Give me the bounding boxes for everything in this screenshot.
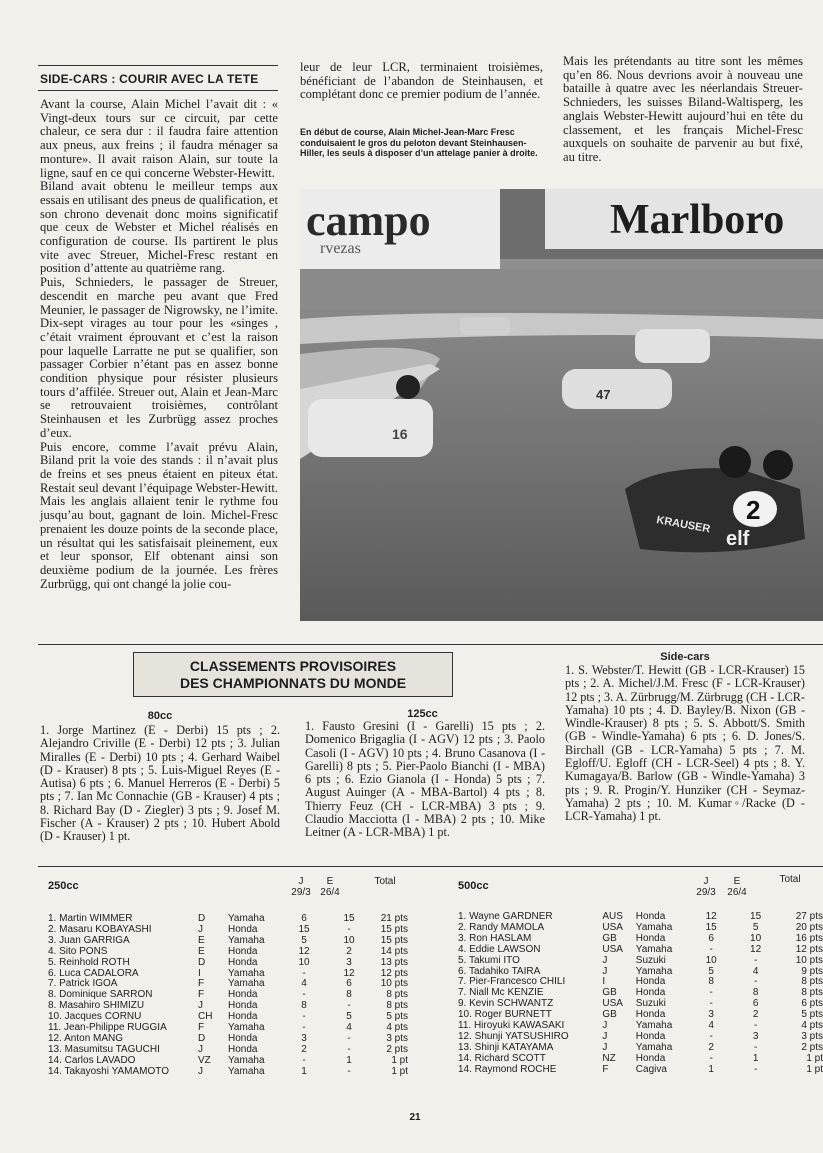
points-race-j: 5	[708, 965, 714, 977]
table-250cc	[48, 914, 408, 1078]
points-total: 15 pts	[380, 923, 408, 935]
rider-country: F	[602, 1063, 609, 1075]
rider-make: Yamaha	[635, 921, 673, 933]
points-race-j: -	[302, 989, 306, 1001]
rider-name: 10. Jacques CORNU	[48, 1011, 142, 1023]
table-divider	[38, 866, 823, 867]
rider-make: Yamaha	[228, 1022, 265, 1034]
rider-name: 5. Takumi ITO	[458, 954, 520, 966]
banner-marlboro-text: Marlboro	[610, 197, 785, 243]
rider-country: USA	[602, 943, 623, 955]
points-total: 1 pt	[806, 1063, 823, 1075]
rider-make: Yamaha	[228, 934, 265, 946]
table-row	[458, 1065, 823, 1076]
rider-country: F	[198, 978, 205, 990]
rider-name: 2. Randy MAMOLA	[458, 921, 545, 933]
points-race-j: -	[302, 1054, 306, 1066]
rider-make: Honda	[635, 1030, 666, 1042]
svg-text:47: 47	[596, 387, 611, 402]
points-race-e: 10	[750, 932, 762, 944]
points-race-e: -	[347, 1000, 351, 1012]
standings-title-line2: DES CHAMPIONNATS DU MONDE	[179, 675, 407, 691]
points-total: 13 pts	[380, 956, 408, 968]
class-80cc-results: 1. Jorge Martinez (E - Derbi) 15 pts ; 2. Alejandro Criville (E - Derbi) 12 pts ; 3. Julian Miralles (E - Derbi) 10 pts ; 4. Gerhard Waibel (D - Krauser) 8 pts ; 5. Luis-Miguel Reyes (E - Autisa) 6 pts ; 6. Manuel Herreros (E - Derbi) 5 pts ; 7. Ian Mc Connachie (GB - Krauser) 4 pts ; 8. Richard Bay (D - Ziegler) 3 pts ; 9. Josef M. Fischer (A - Krauser) 2 pts ; 10. Hubert Abold (D - Krauser) 1 pt.	[40, 723, 280, 844]
points-race-j: 3	[301, 1032, 307, 1044]
col-e-header-500	[725, 876, 749, 898]
rider-name: 14. Takayoshi YAMAMOTO	[48, 1065, 169, 1077]
rider-name: 12. Anton MANG	[48, 1032, 124, 1044]
points-total: 21 pts	[380, 913, 408, 924]
rider-make: Yamaha	[635, 943, 673, 955]
points-total: 14 pts	[380, 945, 408, 957]
rider-make: Yamaha	[635, 965, 673, 977]
col-e-date: 26/4	[727, 887, 747, 898]
points-race-e: 4	[346, 1022, 352, 1034]
rider-country: D	[198, 956, 206, 968]
points-race-j: 3	[708, 1009, 714, 1021]
race-photo	[300, 189, 823, 621]
points-race-e: -	[347, 923, 351, 935]
points-race-e: 8	[346, 989, 352, 1001]
rider-country: J	[198, 1000, 203, 1012]
col-j-date: 29/3	[696, 887, 716, 898]
points-race-e: 2	[752, 1009, 759, 1021]
rider-name: 3. Ron HASLAM	[458, 932, 532, 944]
rider-country: VZ	[198, 1054, 211, 1066]
rider-country: J	[602, 965, 608, 977]
points-race-j: 15	[298, 923, 310, 935]
points-race-e: -	[753, 954, 758, 966]
standings-title-line1: CLASSEMENTS PROVISOIRES	[189, 658, 397, 674]
col-e-header	[318, 876, 342, 898]
rider-name: 3. Juan GARRIGA	[48, 934, 130, 946]
rider-make: Honda	[228, 923, 258, 935]
points-total: 8 pts	[386, 1000, 408, 1012]
rider-country: J	[602, 1020, 608, 1032]
points-total: 1 pt	[391, 1054, 408, 1066]
rider-make: Suzuki	[635, 954, 666, 966]
points-total: 3 pts	[801, 1030, 823, 1042]
rider-name: 9. Kevin SCHWANTZ	[458, 998, 554, 1010]
rider-name: 7. Niall Mc KENZIE	[458, 987, 544, 999]
livery-krauser: KRAUSER	[655, 514, 712, 536]
points-race-e: 3	[752, 1030, 759, 1042]
col-e-label: E	[326, 876, 334, 887]
points-race-e: -	[753, 1041, 758, 1053]
rider-name: 13. Masumitsu TAGUCHI	[48, 1043, 160, 1055]
points-race-j: 4	[708, 1020, 714, 1032]
points-race-e: -	[753, 1020, 758, 1032]
points-race-e: 10	[343, 934, 355, 946]
points-race-j: -	[302, 1022, 306, 1034]
rider-name: 2. Masaru KOBAYASHI	[48, 923, 152, 935]
points-race-j: -	[302, 1011, 306, 1023]
points-race-j: 10	[298, 956, 310, 968]
points-total: 10 pts	[795, 954, 823, 966]
rider-name: 6. Tadahiko TAIRA	[458, 965, 541, 977]
points-total: 16 pts	[795, 932, 823, 944]
points-total: 8 pts	[386, 989, 408, 1001]
table-500cc	[458, 912, 823, 1076]
points-race-j: -	[709, 1030, 713, 1042]
rider-country: E	[198, 945, 205, 957]
class-500cc-title: 500cc	[458, 880, 489, 892]
rider-name: 6. Luca CADALORA	[48, 967, 139, 979]
rider-make: Honda	[635, 976, 666, 988]
rider-name: 14. Richard SCOTT	[458, 1052, 546, 1064]
rider-make: Honda	[635, 932, 666, 944]
points-race-j: 4	[301, 978, 307, 990]
points-race-j: 8	[708, 976, 714, 988]
rider-country: I	[602, 976, 606, 988]
paragraph: Biland avait obtenu le meilleur temps aux essais en utilisant des pneus de qualification, et son chrono devenait donc moins significatif que ceux de Webster et Michel réalisés en configuration de course. Ils partirent le plus vite avec Streuer, Michel-Fresc restant en position d’attente au quatrième rang.	[40, 179, 278, 276]
rider-make: Honda	[228, 1000, 258, 1012]
class-80cc-title: 80cc	[147, 710, 173, 722]
points-race-j: 1	[708, 1063, 714, 1075]
points-race-e: 12	[750, 943, 762, 955]
points-race-e: -	[347, 1065, 351, 1077]
points-race-e: 4	[752, 965, 759, 977]
rider-make: Honda	[635, 1052, 666, 1064]
points-total: 15 pts	[380, 934, 408, 946]
points-race-e: 6	[346, 978, 352, 990]
race-photo-image	[300, 189, 823, 621]
points-total: 8 pts	[801, 976, 823, 988]
rider-country: GB	[602, 1009, 617, 1021]
rider-name: 8. Masahiro SHIMIZU	[48, 1000, 145, 1012]
table-row	[458, 945, 823, 956]
points-total: 27 pts	[795, 911, 823, 922]
points-race-e: 3	[346, 956, 352, 968]
article-column-3: Mais les prétendants au titre sont les mêmes qu’en 86. Nous devrions avoir à nouveau une bataille à quatre avec les néerlandais Streuer-Schnieders, les suisses Biland-Waltisperg, les anglais Webster-Hewitt aujourd’hui en tête du classement, et les français Michel-Fresc auxquels on souhaite de parvenir au but fixé, au titre.	[563, 54, 803, 164]
points-total: 20 pts	[795, 921, 823, 933]
points-race-e: 15	[750, 911, 762, 922]
standings-title-box	[133, 652, 453, 697]
rider-name: 4. Sito PONS	[48, 945, 108, 957]
rider-make: Honda	[228, 945, 258, 957]
points-total: 12 pts	[380, 967, 408, 979]
heading-rule-bottom	[38, 90, 278, 91]
rider-make: Yamaha	[228, 913, 265, 924]
rider-make: Honda	[228, 956, 258, 968]
points-race-j: 15	[705, 921, 717, 933]
heading-rule-top	[38, 65, 278, 66]
paragraph: Puis encore, comme l’avait prévu Alain, Biland prit la voie des stands : il n’avait plus de freins et ses pneus étaient en piteux état. Restait seul devant l’équipage Webster-Hewitt. Mais les anglais allaient tenir le rythme fou jusqu’au bout, gagnant de loin. Michel-Fresc prenaient les douze points de la seconde place, un résultat qui les satisfaisait pleinement, eux et leur sponsor, Elf obtenant ainsi son deuxième podium de la journée. Les frères Zurbrügg, qui ont changé la jolie cou-	[40, 439, 278, 591]
rider-name: 7. Pier-Francesco CHILI	[458, 976, 566, 988]
rider-make: Honda	[635, 911, 666, 922]
article-heading: SIDE-CARS : COURIR AVEC LA TETE	[40, 72, 259, 86]
col-j-header-500	[695, 876, 717, 898]
rider-name: 1. Wayne GARDNER	[458, 911, 553, 922]
table-row	[48, 1067, 408, 1078]
rider-make: Honda	[228, 1011, 258, 1023]
points-total: 9 pts	[801, 965, 823, 977]
points-race-e: 8	[752, 987, 759, 999]
points-race-j: 5	[301, 934, 307, 946]
table-row	[458, 956, 823, 967]
points-race-e: -	[347, 1043, 351, 1055]
points-total: 10 pts	[380, 978, 408, 990]
points-race-e: 6	[752, 998, 759, 1010]
rider-make: Honda	[635, 1009, 666, 1021]
col-j-label: J	[298, 876, 304, 887]
rider-country: J	[198, 1065, 203, 1077]
rider-name: 14. Raymond ROCHE	[458, 1063, 557, 1075]
banner-campo-text: campo	[306, 196, 431, 245]
points-race-e: 5	[752, 921, 759, 933]
sidecar-number-2: 2	[746, 495, 761, 525]
col-j-date: 29/3	[291, 887, 311, 898]
photo-caption: En début de course, Alain Michel-Jean-Marc Fresc conduisaient le gros du peloton devant Steinhausen-Hiller, les seuls à disposer d’un attelage panier à droite.	[300, 127, 538, 158]
points-total: 3 pts	[386, 1032, 408, 1044]
col-e-date: 26/4	[320, 887, 340, 898]
points-race-j: 2	[708, 1041, 714, 1053]
livery-elf: elf	[726, 528, 750, 550]
points-race-e: -	[753, 976, 758, 988]
points-race-j: -	[709, 998, 713, 1010]
points-race-e: 1	[752, 1052, 759, 1064]
points-race-j: 12	[298, 945, 310, 957]
section-divider	[38, 644, 823, 645]
points-race-e: 15	[343, 913, 355, 924]
rider-name: 13. Shinji KATAYAMA	[458, 1041, 554, 1053]
rider-country: USA	[602, 998, 623, 1010]
points-race-j: 1	[301, 1065, 307, 1077]
points-race-e: 1	[346, 1054, 352, 1066]
rider-make: Honda	[228, 989, 258, 1001]
rider-country: USA	[602, 921, 623, 933]
rider-make: Yamaha	[228, 1065, 265, 1077]
points-race-e: -	[347, 1032, 351, 1044]
rider-name: 1. Martin WIMMER	[48, 913, 133, 924]
rider-country: D	[198, 1032, 206, 1044]
paragraph: Puis, Schnieders, le passager de Streuer, descendit en marche peu avant que Fred Meunier, le passager de Nigrowsky, ne l’imite. Dix-sept virages au tour pour les «singes , c’était vraiment éprouvant et c’est la raison pour laquelle Larratte ne put se qualifier, son passager Corbier n’étant pas en assez bonne condition physique pour résister plusieurs tours d’affilée. Streuer out, Alain et Jean-Marc se retrouvaient troisièmes, contrôlant Steinhausen et les Zurbrügg assez proches d’eux.	[40, 275, 278, 440]
rider-make: Honda	[635, 987, 666, 999]
page-number: 21	[409, 1112, 421, 1123]
points-race-j: -	[709, 987, 713, 999]
col-e-label: E	[733, 876, 741, 887]
article-column-2: leur de leur LCR, terminaient troisièmes, bénéficiant de l’abandon de Steinhausen, et complétant donc ce premier podium de l’année.	[300, 60, 543, 102]
rider-country: NZ	[602, 1052, 616, 1064]
rider-country: GB	[602, 932, 617, 944]
rider-make: Honda	[228, 1032, 258, 1044]
rider-country: I	[198, 967, 201, 979]
rider-country: AUS	[602, 911, 623, 922]
rider-name: 5. Reinhold ROTH	[48, 956, 130, 968]
rider-name: 11. Jean-Philippe RUGGIA	[48, 1022, 167, 1034]
points-race-j: -	[709, 943, 713, 955]
rider-name: 10. Roger BURNETT	[458, 1009, 552, 1021]
points-total: 2 pts	[801, 1041, 823, 1053]
rider-make: Yamaha	[635, 1041, 673, 1053]
points-race-j: 8	[301, 1000, 307, 1012]
col-j-label: J	[703, 876, 709, 887]
rider-make: Honda	[228, 1043, 258, 1055]
rider-country: J	[198, 923, 203, 935]
points-race-j: 6	[708, 932, 714, 944]
rider-name: 11. Hiroyuki KAWASAKI	[458, 1020, 565, 1032]
rider-country: F	[198, 1022, 205, 1034]
rider-name: 14. Carlos LAVADO	[48, 1054, 136, 1066]
rider-country: GB	[602, 987, 617, 999]
points-total: 5 pts	[801, 1009, 823, 1021]
points-total: 4 pts	[386, 1022, 408, 1034]
points-total: 5 pts	[386, 1011, 408, 1023]
class-sidecars-title: Side-cars	[660, 651, 710, 663]
table-row	[48, 958, 408, 969]
points-race-e: 12	[343, 967, 355, 979]
points-race-j: 12	[705, 911, 717, 922]
points-total: 1 pt	[806, 1052, 823, 1064]
class-sidecars-results: 1. S. Webster/T. Hewitt (GB - LCR-Krauser) 15 pts ; 2. A. Michel/J.M. Fresc (F - LCR-Krauser) 12 pts ; 3. A. Zürbrugg/M. Zürbrugg (CH - LCR-Yamaha) 10 pts ; 4. D. Bayley/B. Nixon (GB - Windle-Krauser) 8 pts ; 5. S. Abbott/S. Smith (GB - Windle-Yamaha) 6 pts ; 6. D. Jones/S. Birchall (GB - LCR-Yamaha) 5 pts ; 7. M. Egloff/U. Egloff (CH - LCR-Seel) 4 pts ; 8. Y. Kumagaya/B. Barlow (GB - Windle-Yamaha) 3 pts ; 9. R. Progin/Y. Hunziker (CH - Seymaz-Yamaha) 2 pts ; 10. M. Kumar◦/Racke (D - LCR-Yamaha) 1 pt.	[565, 663, 805, 824]
rider-make: Yamaha	[635, 1020, 673, 1032]
points-total: 6 pts	[801, 998, 823, 1010]
col-j-header	[290, 876, 312, 898]
banner-campo-subtext: rvezas	[320, 240, 361, 257]
rider-make: Yamaha	[228, 1054, 265, 1066]
rider-make: Suzuki	[635, 998, 666, 1010]
points-race-j: 2	[301, 1043, 307, 1055]
points-race-e: 5	[346, 1011, 352, 1023]
rider-make: Yamaha	[228, 978, 265, 990]
rider-country: J	[198, 1043, 203, 1055]
class-125cc-results: 1. Fausto Gresini (I - Garelli) 15 pts ; 2. Domenico Brigaglia (I - AGV) 12 pts ; 3. Paolo Casoli (I - AGV) 10 pts ; 4. Bruno Casanova (I - Garelli) 8 pts ; 5. Pier-Paolo Bianchi (I - MBA) 6 pts ; 6. Ezio Gianola (I - Honda) 5 pts ; 7. August Auinger (A - MBA-Bartol) 4 pts ; 8. Thierry Feuz (CH - LCR-MBA) 3 pts ; 9. Claudio Macciotta (I - MBA) 2 pts ; 10. Mike Leitner (A - LCR-MBA) 1 pt.	[305, 719, 545, 840]
points-race-j: 10	[705, 954, 717, 966]
sidecar-number-16: 16	[392, 426, 408, 442]
points-total: 4 pts	[801, 1020, 823, 1032]
paragraph: Avant la course, Alain Michel l’avait dit : « Vingt-deux tours sur ce circuit, par cette chaleur, ce sera dur : il faudra faire attention aux pneus, aux freins ; il faudra ménager sa monture». Il avait raison Alain, sur toute la ligne, sauf en ce qui concerne Webster-Hewitt.	[40, 97, 278, 180]
rider-make: Yamaha	[228, 967, 265, 979]
points-total: 2 pts	[386, 1043, 408, 1055]
class-125cc-title: 125cc	[407, 708, 438, 720]
rider-country: J	[602, 1030, 608, 1042]
points-total: 8 pts	[801, 987, 823, 999]
rider-country: CH	[198, 1011, 213, 1023]
col-total-header-500: Total	[779, 874, 801, 885]
points-race-j: 6	[301, 913, 307, 924]
points-race-j: -	[709, 1052, 713, 1064]
rider-country: J	[602, 954, 608, 966]
table-row	[48, 947, 408, 958]
rider-name: 7. Patrick IGOA	[48, 978, 118, 990]
rider-country: J	[602, 1041, 608, 1053]
points-total: 1 pt	[391, 1065, 408, 1077]
rider-country: E	[198, 934, 205, 946]
rider-make: Cagiva	[635, 1063, 667, 1075]
class-250cc-title: 250cc	[48, 880, 79, 892]
points-race-e: -	[753, 1063, 758, 1075]
rider-country: F	[198, 989, 205, 1001]
points-total: 12 pts	[795, 943, 823, 955]
col-total-header: Total	[374, 876, 396, 887]
rider-country: D	[198, 913, 206, 924]
points-race-j: -	[302, 967, 306, 979]
rider-name: 4. Eddie LAWSON	[458, 943, 541, 955]
points-race-e: 2	[346, 945, 352, 957]
article-column-1	[40, 98, 278, 591]
rider-name: 12. Shunji YATSUSHIRO	[458, 1030, 569, 1042]
rider-name: 8. Dominique SARRON	[48, 989, 153, 1001]
